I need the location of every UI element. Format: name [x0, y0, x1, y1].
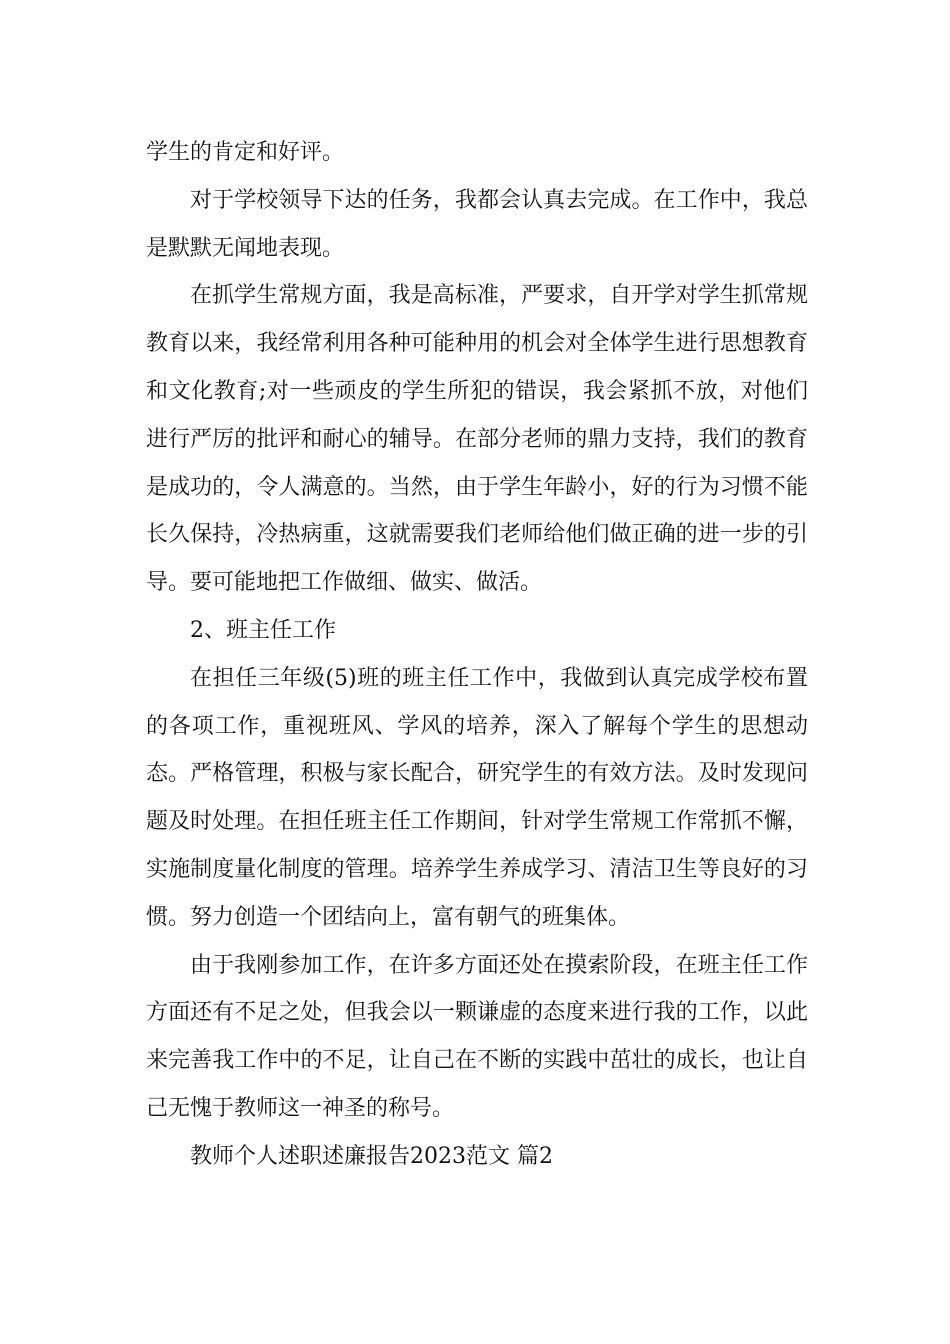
- document-body: [146, 129, 808, 1181]
- paragraph-continuation: 学生的肯定和好评。: [146, 140, 345, 165]
- section-title-part-2: 教师个人述职述廉报告2023范文 篇2: [190, 1143, 553, 1169]
- paragraph-routine-education: 在抓学生常规方面，我是高标准，严要求，自开学对学生抓常规教育以来，我经常利用各种可能种用的机会对全体学生进行思想教育和文化教育;对一些顽皮的学生所犯的错误，我会紧抓不放，对他们进行严厉的批评和耐心的辅导。在部分老师的鼎力支持，我们的教育是成功的，令人满意的。当然，由于学生年龄小，好的行为习惯不能长久保持，冷热病重，这就需要我们老师给他们做正确的进一步的引导。要可能地把工作做细、做实、做活。: [146, 283, 808, 596]
- paragraph-self-improvement: 由于我刚参加工作，在许多方面还处在摸索阶段，在班主任工作方面还有不足之处，但我会以一颗谦虚的态度来进行我的工作，以此来完善我工作中的不足，让自己在不断的实践中茁壮的成长，也让自己无愧于教师这一神圣的称号。: [146, 952, 808, 1121]
- paragraph-head-teacher-work: 在担任三年级(5)班的班主任工作中，我做到认真完成学校布置的各项工作，重视班风、学风的培养，深入了解每个学生的思想动态。严格管理，积极与家长配合，研究学生的有效方法。及时发现问题及时处理。在担任班主任工作期间，针对学生常规工作常抓不懈，实施制度量化制度的管理。培养学生养成学习、清洁卫生等良好的习惯。努力创造一个团结向上，富有朝气的班集体。: [146, 665, 808, 930]
- section-heading-head-teacher: 2、班主任工作: [190, 617, 336, 643]
- paragraph-tasks: 对于学校领导下达的任务，我都会认真去完成。在工作中，我总是默默无闻地表现。: [146, 187, 808, 261]
